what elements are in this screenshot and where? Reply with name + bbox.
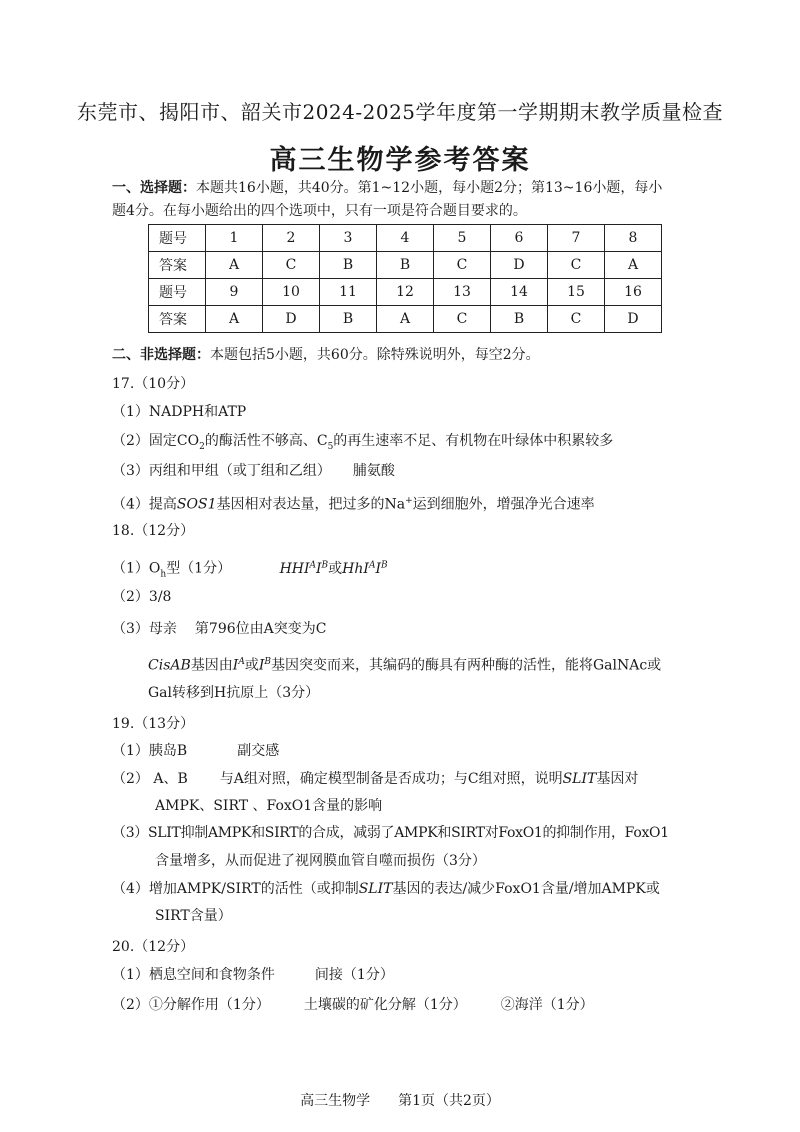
table-cell: 11: [320, 279, 377, 306]
table-cell: 9: [206, 279, 263, 306]
section2-text: 本题包括5小题，共60分。除特殊说明外，每空2分。: [210, 347, 540, 363]
answer-table: [148, 224, 662, 333]
text-run: 副交感: [237, 743, 280, 759]
table-cell: C: [263, 252, 320, 279]
table-cell: D: [491, 252, 548, 279]
text-run: （1）胰岛B: [112, 743, 188, 759]
q18-heading: 18.（12分）: [112, 523, 195, 539]
table-row-label: 题号: [149, 225, 206, 252]
table-cell: 12: [377, 279, 434, 306]
footer-subject: 高三生物学: [300, 1093, 371, 1109]
q19-answer-4-line2: SIRT含量）: [155, 908, 232, 924]
q18-answer-3-line2: [148, 652, 661, 676]
text-run: （2）固定CO: [112, 433, 200, 449]
superscript: A: [238, 657, 245, 667]
table-row-label: 答案: [149, 306, 206, 333]
page-number: 第1页（共2页）: [398, 1093, 500, 1109]
table-row: [149, 225, 662, 252]
q19-answer-3-line1: （3）SLIT抑制AMPK和SIRT的合成，减弱了AMPK和SIRT对FoxO1的抑制作用，FoxO1: [112, 825, 669, 841]
text-run: HhI: [342, 560, 369, 577]
table-cell: B: [320, 252, 377, 279]
q18-answer-3: [112, 619, 326, 639]
section1-label: 一、选择题：: [112, 180, 196, 196]
table-cell: C: [548, 306, 605, 333]
text-run: 或: [244, 657, 259, 674]
table-row: [149, 306, 662, 333]
table-cell: 7: [548, 225, 605, 252]
text-run: I: [316, 560, 322, 577]
text-run: ②海洋（1分）: [500, 997, 594, 1013]
table-cell: 1: [206, 225, 263, 252]
text-run: （3）丙组和甲组（或丁组和乙组）: [112, 463, 331, 479]
gene-name: SLIT: [562, 771, 597, 787]
text-run: （3）母亲: [112, 621, 177, 637]
superscript: B: [380, 560, 388, 570]
text-run: 与A组对照，确定模型制备是否成功；与C组对照，说明: [219, 771, 563, 787]
q19-heading: 19.（13分）: [112, 716, 195, 732]
table-cell: A: [377, 306, 434, 333]
table-cell: C: [548, 252, 605, 279]
table-cell: B: [491, 306, 548, 333]
table-cell: 8: [605, 225, 662, 252]
q19-answer-1: [112, 741, 279, 761]
gene-name: SLIT: [358, 881, 393, 897]
text-run: 的酶活性不够高、C: [204, 433, 328, 449]
superscript: A: [309, 560, 317, 570]
text-run: 的再生速率不足、有机物在叶绿体中积累较多: [333, 433, 614, 449]
text-run: 基因突变而来，其编码的酶具有两种酶的活性，能将GalNAc或: [270, 657, 662, 674]
gene-name: CisAB: [148, 657, 191, 674]
section1-text-line1: 本题共16小题，共40分。第1~12小题，每小题2分；第13~16小题，每小: [196, 180, 663, 196]
text-run: 基因由: [190, 657, 233, 674]
text-run: （1）O: [112, 560, 161, 577]
text-run: 间接（1分）: [314, 967, 394, 983]
table-cell: C: [434, 306, 491, 333]
text-run: 土壤碳的矿化分解（1分）: [303, 997, 467, 1013]
section1-text-line2: 题4分。在每小题给出的四个选项中，只有一项是符合题目要求的。: [112, 203, 527, 219]
q20-answer-1: [112, 965, 394, 985]
superscript: B: [264, 657, 271, 667]
text-run: 或: [328, 560, 343, 577]
page-title: 高三生物学参考答案: [269, 145, 531, 176]
text-run: 第796位由A突变为C: [194, 621, 327, 637]
text-run: （2） A、B: [112, 771, 188, 787]
table-cell: 13: [434, 279, 491, 306]
table-cell: 16: [605, 279, 662, 306]
q20-answer-2: [112, 995, 594, 1015]
q19-answer-2-line2: AMPK、SIRT 、FoxO1含量的影响: [155, 798, 383, 814]
section1-intro: [112, 178, 662, 198]
table-cell: A: [206, 252, 263, 279]
text-run: I: [232, 657, 239, 674]
table-cell: B: [320, 306, 377, 333]
superscript: +: [405, 496, 413, 506]
table-cell: 2: [263, 225, 320, 252]
exam-header-title: 东莞市、揭阳市、韶关市2024-2025学年度第一学期期末教学质量检查: [76, 100, 724, 124]
text-run: 基因相对表达量，把过多的Na: [216, 496, 406, 513]
q17-answer-4: [112, 491, 595, 515]
section2-label: 二、非选择题：: [112, 347, 210, 363]
gene-name: SOS1: [176, 496, 217, 513]
table-cell: 3: [320, 225, 377, 252]
table-cell: D: [263, 306, 320, 333]
table-cell: B: [377, 252, 434, 279]
text-run: 运到细胞外，增强净光合速率: [412, 496, 595, 513]
superscript: A: [368, 560, 376, 570]
text-run: 脯氨酸: [352, 463, 395, 479]
text-run: HHI: [279, 560, 310, 577]
q17-answer-3: [112, 461, 395, 481]
page-footer: [0, 1090, 800, 1110]
q17-answer-2: [112, 431, 613, 457]
subscript: h: [160, 569, 167, 580]
q18-answer-1: [112, 555, 388, 584]
table-row-label: 答案: [149, 252, 206, 279]
table-cell: 10: [263, 279, 320, 306]
table-cell: 5: [434, 225, 491, 252]
text-run: （4）增加AMPK/SIRT的活性（或抑制: [112, 881, 359, 897]
text-run: （4）提高: [112, 496, 177, 513]
table-cell: D: [605, 306, 662, 333]
table-cell: 14: [491, 279, 548, 306]
section2-intro: [112, 345, 540, 365]
text-run: 基因对: [596, 771, 639, 787]
q19-answer-3-line2: 含量增多，从而促进了视网膜血管自噬而损伤（3分）: [155, 853, 486, 869]
subscript: 2: [199, 441, 205, 452]
text-run: 基因的表达/减少FoxO1含量/增加AMPK或: [392, 881, 660, 897]
table-cell: 4: [377, 225, 434, 252]
text-run: I: [258, 657, 265, 674]
q18-answer-3-line3: Gal转移到H抗原上（3分）: [148, 685, 320, 701]
superscript: B: [321, 560, 329, 570]
subscript: 5: [327, 441, 334, 452]
table-row: [149, 279, 662, 306]
table-row: [149, 252, 662, 279]
q18-answer-2: （2）3/8: [112, 589, 172, 605]
table-cell: C: [434, 252, 491, 279]
text-run: I: [375, 560, 381, 577]
table-cell: A: [206, 306, 263, 333]
text-run: （2）①分解作用（1分）: [112, 997, 270, 1013]
q17-answer-1: （1）NADPH和ATP: [112, 404, 247, 420]
q17-heading: 17.（10分）: [112, 376, 195, 392]
table-cell: 6: [491, 225, 548, 252]
q19-answer-2: [112, 769, 638, 789]
table-cell: 15: [548, 279, 605, 306]
table-cell: A: [605, 252, 662, 279]
table-row-label: 题号: [149, 279, 206, 306]
q19-answer-4-line1: [112, 879, 660, 899]
genotype-expression: [280, 561, 388, 577]
text-run: 型（1分）: [166, 560, 232, 577]
text-run: （1）栖息空间和食物条件: [112, 967, 275, 983]
q20-heading: 20.（12分）: [112, 939, 195, 955]
